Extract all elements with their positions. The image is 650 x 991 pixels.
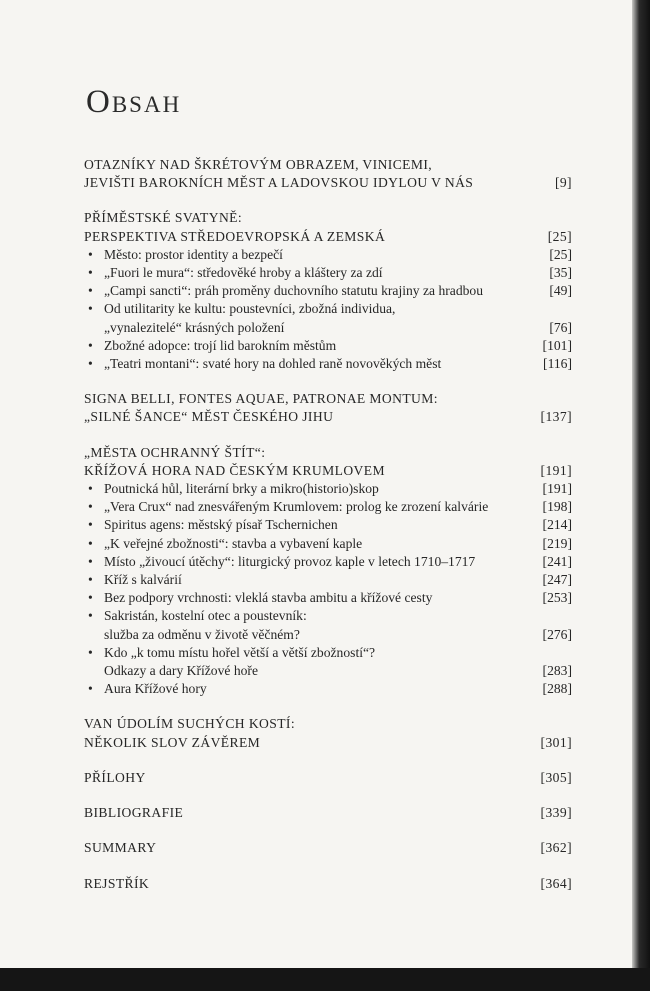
toc-page-number: [283] xyxy=(542,663,572,679)
toc-entry-title: Místo „živoucí útěchy“: liturgický provoz kaple v letech 1710–1717 xyxy=(104,553,476,569)
toc-section xyxy=(84,839,576,857)
toc-entry-title: Zbožné adopce: trojí lid barokním městům xyxy=(104,337,337,353)
toc-entry-title: „Vera Crux“ nad znesvářeným Krumlovem: prolog ke zrození kalvárie xyxy=(104,499,489,515)
toc-page-number: [305] xyxy=(540,769,572,785)
bullet-icon: • xyxy=(88,356,93,372)
toc-entry-title: NĚKOLIK SLOV ZÁVĚREM xyxy=(84,734,261,750)
page-title: Obsah xyxy=(86,84,182,120)
toc-page-number: [25] xyxy=(547,228,572,244)
toc-entry-title: „SILNÉ ŠANCE“ MĚST ČESKÉHO JIHU xyxy=(84,409,334,425)
toc-entry xyxy=(84,264,576,282)
toc-entry-title: Aura Křížové hory xyxy=(104,681,207,697)
toc-entry xyxy=(84,535,576,553)
bullet-icon: • xyxy=(88,337,93,353)
page-edge xyxy=(632,0,650,991)
bullet-icon: • xyxy=(88,572,93,588)
toc-page-number: [191] xyxy=(542,481,572,497)
toc-entry xyxy=(84,498,576,516)
toc-entry xyxy=(84,300,576,318)
toc-page-number: [241] xyxy=(542,553,572,569)
toc-page-number: [276] xyxy=(542,626,572,642)
toc-entry-title: REJSTŘÍK xyxy=(84,875,150,891)
toc-heading xyxy=(84,462,576,480)
toc-page-number: [214] xyxy=(542,517,572,533)
toc-entry-title: BIBLIOGRAFIE xyxy=(84,805,184,821)
toc-entry-title: JEVIŠTI BAROKNÍCH MĚST A LADOVSKOU IDYLOU V NÁS xyxy=(84,175,474,191)
toc-entry-title: „vynalezitelé“ krásných položení xyxy=(104,319,285,335)
toc-page-number: [76] xyxy=(549,319,572,335)
toc-entry-title: VAN ÚDOLÍM SUCHÝCH KOSTÍ: xyxy=(84,716,296,732)
toc-heading xyxy=(84,875,576,893)
bullet-icon: • xyxy=(88,283,93,299)
bullet-icon: • xyxy=(88,590,93,606)
toc-heading xyxy=(84,156,576,174)
toc-entry-title: „Campi sancti“: práh proměny duchovního statutu krajiny za hradbou xyxy=(104,283,484,299)
toc-entry-title: OTAZNÍKY NAD ŠKRÉTOVÝM OBRAZEM, VINICEMI, xyxy=(84,157,433,172)
toc-section xyxy=(84,715,576,751)
toc-section xyxy=(84,390,576,426)
toc-page-number: [137] xyxy=(540,409,572,425)
toc-entry-title: PERSPEKTIVA STŘEDOEVROPSKÁ A ZEMSKÁ xyxy=(84,228,386,244)
toc-entry xyxy=(84,337,576,355)
toc-entry-title: PŘÍMĚSTSKÉ SVATYNĚ: xyxy=(84,210,243,226)
toc-page-number: [35] xyxy=(549,265,572,281)
toc-page-number: [101] xyxy=(542,337,572,353)
toc-entry-title: služba za odměnu v životě věčném? xyxy=(104,626,300,642)
toc-heading xyxy=(84,734,576,752)
toc-entry-title: Poutnická hůl, literární brky a mikro(historio)skop xyxy=(104,481,379,497)
toc-heading xyxy=(84,408,576,426)
toc-entry xyxy=(84,662,576,680)
toc-page-number: [364] xyxy=(540,875,572,891)
toc-page-number: [247] xyxy=(542,572,572,588)
toc-entry xyxy=(84,607,576,625)
bullet-icon: • xyxy=(88,301,93,317)
toc-entry-title: „MĚSTA OCHRANNÝ ŠTÍT“: xyxy=(84,444,266,460)
toc-section xyxy=(84,769,576,787)
toc-entry-title: Odkazy a dary Křížové hoře xyxy=(104,663,258,679)
toc-page-number: [253] xyxy=(542,590,572,606)
toc-page-number: [49] xyxy=(549,283,572,299)
toc-entry-title: SUMMARY xyxy=(84,840,157,856)
bullet-icon: • xyxy=(88,481,93,497)
toc-heading xyxy=(84,228,576,246)
toc-entry xyxy=(84,553,576,571)
toc-entry-title: Sakristán, kostelní otec a poustevník: xyxy=(104,608,307,624)
toc-section xyxy=(84,804,576,822)
page-bottom-edge xyxy=(0,968,650,991)
table-of-contents xyxy=(84,156,576,910)
toc-entry xyxy=(84,571,576,589)
toc-entry-title: Od utilitarity ke kultu: poustevníci, zbožná individua, xyxy=(104,301,396,317)
toc-entry-title: Kříž s kalvárií xyxy=(104,572,182,588)
toc-entry-title: SIGNA BELLI, FONTES AQUAE, PATRONAE MONTUM: xyxy=(84,391,438,407)
toc-page-number: [301] xyxy=(540,734,572,750)
bullet-icon: • xyxy=(88,499,93,515)
bullet-icon: • xyxy=(88,553,93,569)
toc-entry xyxy=(84,319,576,337)
toc-section xyxy=(84,875,576,893)
toc-entry-title: PŘÍLOHY xyxy=(84,769,146,785)
toc-entry-title: Bez podpory vrchnosti: vleklá stavba ambitu a křížové cesty xyxy=(104,590,433,606)
toc-page-number: [198] xyxy=(542,499,572,515)
toc-page-number: [339] xyxy=(540,805,572,821)
toc-page-number: [25] xyxy=(549,246,572,262)
toc-heading xyxy=(84,715,576,733)
toc-entry xyxy=(84,355,576,373)
toc-section xyxy=(84,209,576,373)
toc-page-number: [362] xyxy=(540,840,572,856)
toc-page-number: [116] xyxy=(543,356,572,372)
bullet-icon: • xyxy=(88,246,93,262)
bullet-icon: • xyxy=(88,535,93,551)
toc-page-number: [191] xyxy=(540,462,572,478)
toc-entry xyxy=(84,516,576,534)
toc-entry-title: „Fuori le mura“: středověké hroby a kláštery za zdí xyxy=(104,265,383,281)
toc-section xyxy=(84,444,576,699)
toc-entry xyxy=(84,589,576,607)
toc-heading xyxy=(84,769,576,787)
toc-entry-title: KŘÍŽOVÁ HORA NAD ČESKÝM KRUMLOVEM xyxy=(84,462,385,478)
toc-heading xyxy=(84,390,576,408)
toc-entry-title: Kdo „k tomu místu hořel větší a větší zbožností“? xyxy=(104,644,376,660)
bullet-icon: • xyxy=(88,517,93,533)
toc-entry-title: „Teatri montani“: svaté hory na dohled raně novověkých měst xyxy=(104,356,442,372)
bullet-icon: • xyxy=(88,608,93,624)
toc-heading xyxy=(84,804,576,822)
toc-page-number: [9] xyxy=(554,175,572,191)
toc-heading xyxy=(84,209,576,227)
toc-entry-title: Spiritus agens: městský písař Tschernichen xyxy=(104,517,338,533)
toc-page-number: [219] xyxy=(542,535,572,551)
toc-entry xyxy=(84,246,576,264)
toc-entry-title: „K veřejné zbožnosti“: stavba a vybavení kaple xyxy=(104,535,363,551)
toc-heading xyxy=(84,839,576,857)
toc-section xyxy=(84,156,576,192)
toc-heading xyxy=(84,174,576,192)
bullet-icon: • xyxy=(88,265,93,281)
bullet-icon: • xyxy=(88,644,93,660)
toc-entry xyxy=(84,644,576,662)
bullet-icon: • xyxy=(88,681,93,697)
toc-entry xyxy=(84,680,576,698)
toc-page-number: [288] xyxy=(542,681,572,697)
toc-heading xyxy=(84,444,576,462)
toc-entry xyxy=(84,480,576,498)
toc-entry xyxy=(84,626,576,644)
toc-entry xyxy=(84,282,576,300)
toc-entry-title: Město: prostor identity a bezpečí xyxy=(104,246,283,262)
